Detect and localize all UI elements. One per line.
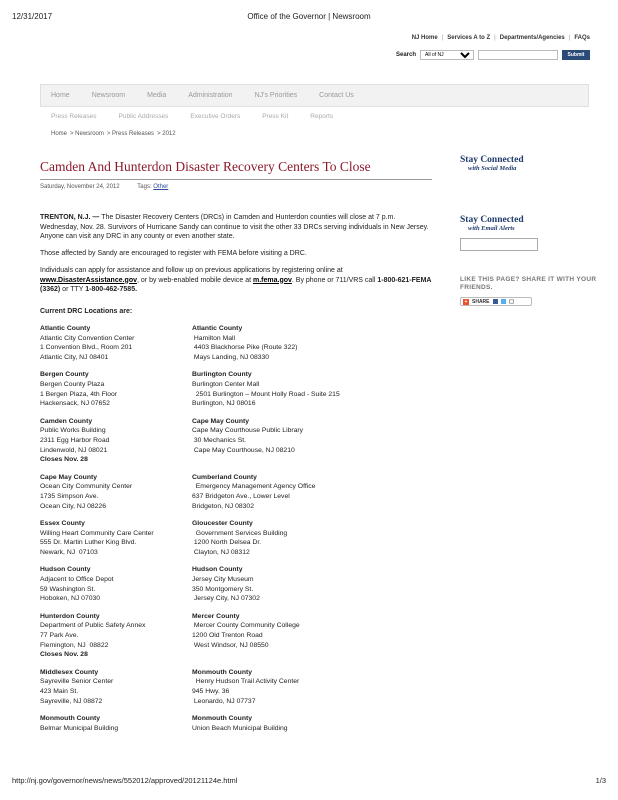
location-entry bbox=[192, 370, 432, 408]
share-label: SHARE bbox=[472, 298, 490, 305]
social-title: Stay Connected bbox=[460, 155, 524, 165]
subnav-executive-orders[interactable]: Executive Orders bbox=[190, 113, 241, 120]
county-name: Hudson County bbox=[40, 566, 91, 574]
address-line: 2311 Egg Harbor Road bbox=[40, 436, 110, 444]
location-row bbox=[40, 370, 440, 408]
address-line: Atlantic City, NJ 08401 bbox=[40, 353, 109, 361]
county-name: Middlesex County bbox=[40, 668, 99, 676]
location-entry bbox=[40, 370, 192, 408]
address-line: Ocean City Community Center bbox=[40, 483, 133, 491]
breadcrumb-year[interactable]: > 2012 bbox=[157, 131, 176, 137]
address-line: Department of Public Safety Annex bbox=[40, 622, 146, 630]
location-entry bbox=[40, 714, 192, 733]
disaster-assistance-link[interactable]: www.DisasterAssistance.gov bbox=[40, 276, 138, 284]
print-url: http://nj.gov/governor/news/news/552012/approved/20121124e.html bbox=[12, 776, 238, 785]
article-date: Saturday, November 24, 2012 bbox=[40, 184, 120, 190]
social-subtitle: with Social Media bbox=[468, 165, 517, 172]
address-line: Willing Heart Community Care Center bbox=[40, 529, 154, 537]
address-line: Mercer County Community College bbox=[192, 622, 300, 630]
subnav-reports[interactable]: Reports bbox=[310, 113, 334, 120]
article-meta bbox=[40, 184, 168, 190]
address-line: Belmar Municipal Building bbox=[40, 724, 119, 732]
subnav-press-releases[interactable]: Press Releases bbox=[51, 113, 97, 120]
address-line: 1200 Old Trenton Road bbox=[192, 632, 263, 640]
location-row bbox=[40, 668, 440, 706]
county-name: Mercer County bbox=[192, 612, 240, 620]
county-name: Monmouth County bbox=[192, 668, 253, 676]
location-entry bbox=[192, 714, 432, 733]
address-line: Flemington, NJ 08822 bbox=[40, 641, 109, 649]
location-row bbox=[40, 612, 440, 660]
address-line: Leonardo, NJ 07737 bbox=[192, 697, 256, 705]
nav-administration[interactable]: Administration bbox=[188, 92, 233, 99]
divider bbox=[40, 179, 432, 180]
search-input[interactable] bbox=[478, 50, 558, 60]
address-line: 350 Montgomery St. bbox=[192, 585, 254, 593]
address-line: 945 Hwy. 36 bbox=[192, 688, 230, 695]
address-line: Jersey City Museum bbox=[192, 576, 254, 584]
address-line: Hoboken, NJ 07030 bbox=[40, 595, 101, 603]
location-entry bbox=[40, 565, 192, 603]
nav-contact[interactable]: Contact Us bbox=[319, 92, 354, 99]
address-line: Adjacent to Office Depot bbox=[40, 576, 114, 584]
nav-home[interactable]: Home bbox=[51, 92, 70, 99]
utility-link-nj-home[interactable]: NJ Home bbox=[411, 35, 438, 41]
page-title: Camden And Hunterdon Disaster Recovery Centers To Close bbox=[40, 159, 371, 174]
paragraph bbox=[40, 266, 432, 295]
address-line: Ocean City, NJ 08226 bbox=[40, 502, 106, 510]
subnav-public-addresses[interactable]: Public Addresses bbox=[118, 113, 169, 120]
breadcrumb-home[interactable]: Home bbox=[51, 131, 68, 137]
address-line: Lindenwold, NJ 08021 bbox=[40, 446, 108, 454]
address-line: Hackensack, NJ 07652 bbox=[40, 400, 110, 408]
closing-note: Closes Nov. 28 bbox=[40, 651, 88, 659]
plus-icon: + bbox=[464, 298, 468, 305]
breadcrumb-press-releases[interactable]: > Press Releases bbox=[106, 131, 155, 137]
paragraph-text: , or by web-enabled mobile device at bbox=[137, 276, 253, 284]
address-line: Henry Hudson Trail Activity Center bbox=[192, 678, 300, 686]
county-name: Essex County bbox=[40, 520, 85, 528]
email-icon bbox=[509, 299, 514, 304]
county-name: Hunterdon County bbox=[40, 612, 100, 620]
address-line: Union Beach Municipal Building bbox=[192, 724, 288, 732]
address-line: Public Works Building bbox=[40, 427, 106, 435]
separator: | bbox=[494, 35, 496, 41]
address-line: 555 Dr. Martin Luther King Blvd. bbox=[40, 539, 137, 547]
fema-phone: 1-800-621-FEMA (3362) bbox=[40, 276, 432, 294]
address-line: Burlington Center Mall bbox=[192, 380, 260, 388]
location-entry bbox=[40, 473, 192, 511]
locations-list bbox=[40, 324, 440, 733]
closing-note: Closes Nov. 28 bbox=[40, 456, 88, 464]
county-name: Atlantic County bbox=[40, 325, 91, 332]
county-name: Atlantic County bbox=[192, 325, 243, 332]
address-line: Sayreville, NJ 08872 bbox=[40, 697, 103, 705]
share-button[interactable] bbox=[460, 297, 532, 306]
location-row bbox=[40, 417, 440, 465]
county-name: Camden County bbox=[40, 417, 93, 425]
location-row bbox=[40, 565, 440, 603]
dateline: TRENTON, N.J. — bbox=[40, 214, 100, 221]
separator: | bbox=[568, 35, 571, 41]
email-alerts-box bbox=[460, 215, 538, 251]
address-line: Newark, NJ 07103 bbox=[40, 548, 98, 556]
location-entry bbox=[192, 565, 432, 603]
search-scope-select[interactable] bbox=[420, 50, 474, 60]
location-row bbox=[40, 714, 440, 733]
address-line: Cape May Courthouse Public Library bbox=[192, 427, 304, 435]
utility-link-faqs[interactable]: FAQs bbox=[574, 35, 590, 41]
location-entry bbox=[40, 519, 192, 557]
utility-link-departments[interactable]: Departments/Agencies bbox=[499, 35, 565, 41]
county-name: Bergen County bbox=[40, 371, 89, 379]
address-line: 59 Washington St. bbox=[40, 585, 96, 593]
print-date: 12/31/2017 bbox=[12, 12, 53, 21]
tag-link[interactable]: Other bbox=[153, 184, 169, 190]
paragraph bbox=[40, 213, 432, 242]
address-line: West Windsor, NJ 08550 bbox=[192, 641, 269, 649]
share-prompt: LIKE THIS PAGE? SHARE IT WITH YOUR FRIENDS. bbox=[460, 276, 597, 291]
main-nav bbox=[40, 84, 589, 107]
county-name: Cape May County bbox=[40, 473, 98, 481]
article-body bbox=[40, 213, 432, 302]
address-line: Atlantic City Convention Center bbox=[40, 334, 135, 342]
email-title: Stay Connected bbox=[460, 215, 524, 225]
county-name: Burlington County bbox=[192, 371, 252, 379]
location-entry bbox=[40, 324, 192, 362]
address-line: Bergen County Plaza bbox=[40, 380, 105, 388]
address-line: Clayton, NJ 08312 bbox=[192, 548, 250, 556]
social-media-box[interactable] bbox=[460, 155, 524, 172]
location-entry bbox=[192, 668, 432, 706]
county-name: Cumberland County bbox=[192, 473, 257, 481]
address-line: 1735 Simpson Ave. bbox=[40, 492, 99, 500]
location-entry bbox=[40, 668, 192, 706]
address-line: 1 Convention Blvd., Room 201 bbox=[40, 344, 133, 352]
tags-label: Tags: bbox=[137, 184, 152, 190]
location-row bbox=[40, 324, 440, 362]
address-line: Sayreville Senior Center bbox=[40, 678, 114, 686]
email-subtitle: with Email Alerts bbox=[468, 225, 515, 232]
address-line: 4403 Blackhorse Pike (Route 322) bbox=[192, 344, 298, 352]
county-name: Monmouth County bbox=[192, 715, 253, 723]
location-row bbox=[40, 519, 440, 557]
county-name: Gloucester County bbox=[192, 520, 253, 528]
nav-media[interactable]: Media bbox=[147, 92, 167, 99]
address-line: Hamilton Mall bbox=[192, 334, 236, 342]
location-row bbox=[40, 473, 440, 511]
separator: | bbox=[441, 35, 444, 41]
search-bar bbox=[396, 50, 590, 60]
county-name: Hudson County bbox=[192, 566, 243, 574]
address-line: Bridgeton, NJ 08302 bbox=[192, 502, 254, 510]
search-submit-button[interactable]: Submit bbox=[562, 50, 590, 60]
paragraph-text: or TTY bbox=[60, 286, 86, 294]
county-name: Monmouth County bbox=[40, 715, 101, 723]
print-title: Office of the Governor | Newsroom bbox=[247, 12, 371, 21]
locations-heading: Current DRC Locations are: bbox=[40, 308, 133, 315]
facebook-icon bbox=[493, 299, 498, 304]
location-entry bbox=[192, 612, 432, 660]
paragraph-text: . By phone or 711/VRS call bbox=[291, 276, 378, 284]
paragraph-text: Individuals can apply for assistance and follow up on previous applications by registering online at bbox=[40, 266, 343, 274]
breadcrumb bbox=[51, 131, 176, 137]
address-line: 1 Bergen Plaza, 4th Floor bbox=[40, 390, 118, 398]
address-line: Government Services Building bbox=[192, 529, 288, 537]
address-line: 637 Bridgeton Ave., Lower Level bbox=[192, 492, 290, 500]
utility-nav bbox=[412, 35, 590, 41]
email-field[interactable] bbox=[460, 238, 538, 251]
location-entry bbox=[192, 473, 432, 511]
nav-newsroom[interactable]: Newsroom bbox=[91, 92, 126, 99]
address-line: 30 Mechanics St. bbox=[192, 436, 247, 444]
sub-nav bbox=[51, 113, 333, 120]
location-entry bbox=[192, 324, 432, 362]
address-line: 2501 Burlington – Mount Holly Road - Suite 215 bbox=[192, 390, 340, 398]
location-entry bbox=[192, 519, 432, 557]
address-line: 423 Main St. bbox=[40, 688, 79, 695]
paragraph: Those affected by Sandy are encouraged to register with FEMA before visiting a DRC. bbox=[40, 250, 307, 258]
utility-link-services[interactable]: Services A to Z bbox=[447, 35, 491, 41]
search-label: Search bbox=[395, 52, 416, 58]
address-line: Mays Landing, NJ 08330 bbox=[192, 353, 270, 361]
county-name: Cape May County bbox=[192, 417, 250, 425]
address-line: 1200 North Delsea Dr. bbox=[192, 539, 262, 547]
address-line: 77 Park Ave. bbox=[40, 632, 79, 640]
location-entry bbox=[40, 417, 192, 465]
page-number: 1/3 bbox=[595, 776, 606, 785]
location-entry bbox=[40, 612, 192, 660]
address-line: Emergency Management Agency Office bbox=[192, 483, 316, 491]
subnav-press-kit[interactable]: Press Kit bbox=[262, 113, 289, 120]
tty-phone: 1-800-462-7585. bbox=[85, 286, 138, 294]
breadcrumb-newsroom[interactable]: > Newsroom bbox=[70, 131, 104, 137]
address-line: Jersey City, NJ 07302 bbox=[192, 595, 260, 603]
location-entry bbox=[192, 417, 432, 465]
address-line: Burlington, NJ 08016 bbox=[192, 400, 256, 408]
fema-mobile-link[interactable]: m.fema.gov bbox=[252, 276, 292, 284]
paragraph-text: The Disaster Recovery Centers (DRCs) in Camden and Hunterdon counties will close at 7 p.m. Wednesday, Nov. 28. Survivors of Hurricane Sandy can continue to visit the other 33 DRCs serving individuals in New Jersey. Anyone can visit any DRC in any county or even another state. bbox=[40, 214, 429, 241]
address-line: Cape May Courthouse, NJ 08210 bbox=[192, 446, 295, 454]
print-header bbox=[12, 12, 606, 24]
twitter-icon bbox=[501, 299, 506, 304]
nav-priorities[interactable]: NJ's Priorities bbox=[254, 92, 298, 99]
